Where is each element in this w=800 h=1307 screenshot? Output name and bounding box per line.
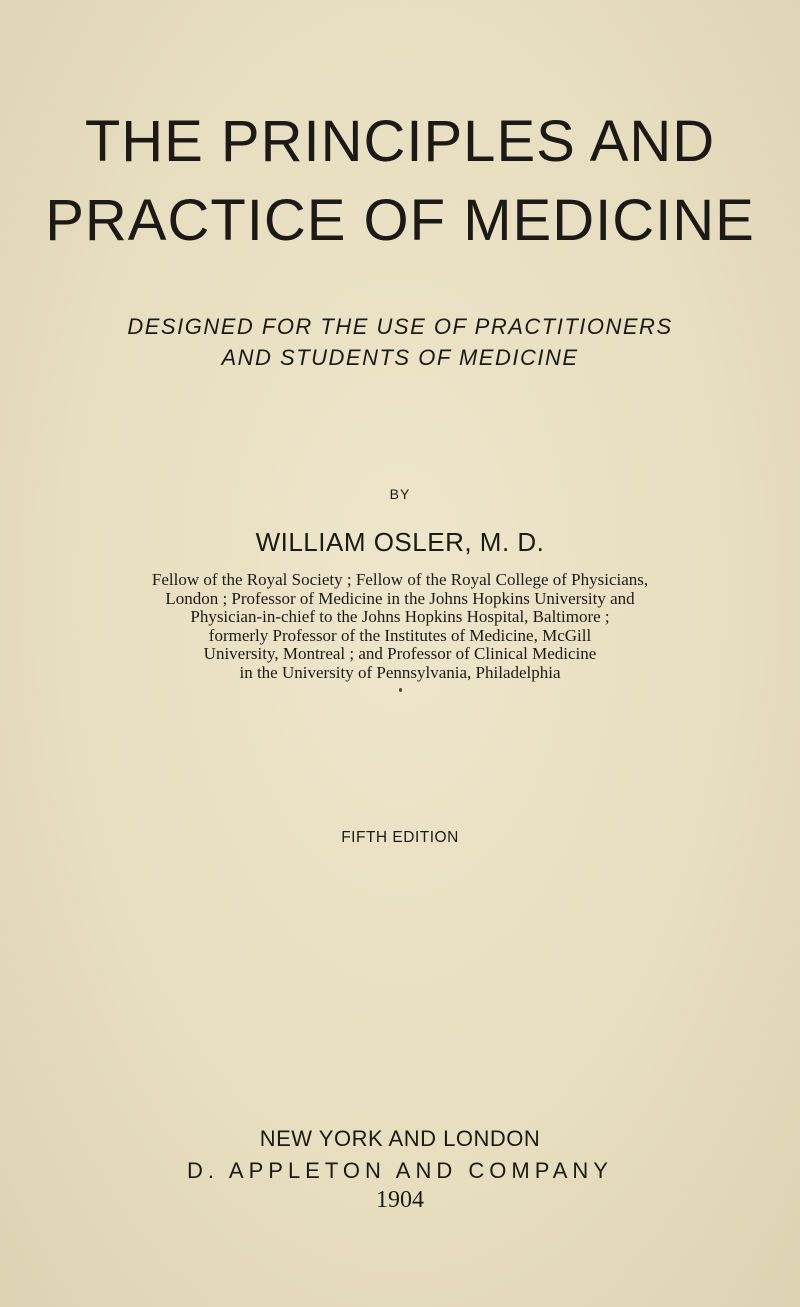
subtitle-line-2: AND STUDENTS OF MEDICINE bbox=[221, 345, 579, 370]
credentials-line: in the University of Pennsylvania, Philadelphia bbox=[239, 662, 561, 682]
subtitle-line-1: DESIGNED FOR THE USE OF PRACTITIONERS bbox=[127, 314, 673, 339]
author-credentials bbox=[0, 571, 800, 682]
imprint-city: NEW YORK AND LONDON bbox=[259, 1126, 541, 1151]
book-title-line-2: PRACTICE OF MEDICINE bbox=[45, 188, 755, 253]
ink-speck bbox=[399, 688, 402, 692]
imprint-year: 1904 bbox=[376, 1187, 424, 1213]
credentials-line: Fellow of the Royal Society ; Fellow of the Royal College of Physicians, bbox=[151, 570, 649, 589]
credentials-line: Physician-in-chief to the Johns Hopkins Hospital, Baltimore ; bbox=[190, 607, 610, 626]
by-label: BY bbox=[389, 486, 411, 502]
credentials-line: formerly Professor of the Institutes of Medicine, McGill bbox=[208, 625, 592, 645]
credentials-line: University, Montreal ; and Professor of Clinical Medicine bbox=[203, 644, 597, 663]
credentials-line: London ; Professor of Medicine in the Johns Hopkins University and bbox=[165, 588, 635, 608]
imprint-publisher: D. APPLETON AND COMPANY bbox=[187, 1158, 613, 1183]
book-title-line-1: THE PRINCIPLES AND bbox=[84, 109, 716, 174]
edition-label: FIFTH EDITION bbox=[341, 829, 459, 846]
author-name: WILLIAM OSLER, M. D. bbox=[255, 527, 545, 557]
